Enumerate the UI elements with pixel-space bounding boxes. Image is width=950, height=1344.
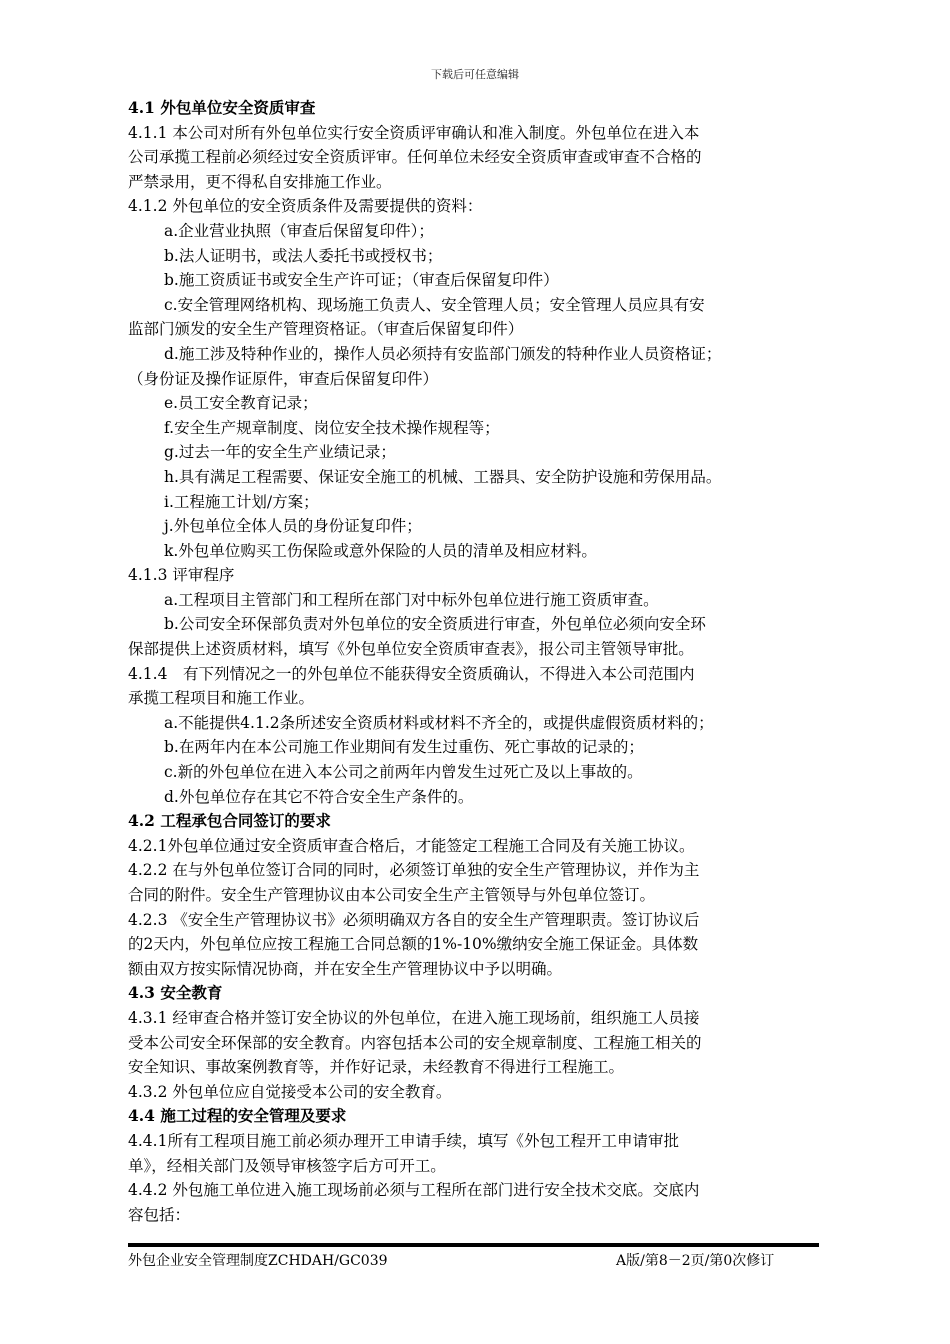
text-line: c.安全管理网络机构、现场施工负责人、安全管理人员；安全管理人员应具有安: [164, 295, 705, 314]
text-line: 承揽工程项目和施工作业。: [128, 689, 315, 708]
text-line: 严禁录用，更不得私自安排施工作业。: [128, 172, 392, 191]
text-line: 单》，经相关部门及领导审核签字后方可开工。: [128, 1156, 446, 1175]
text-line: 的2天内，外包单位应按工程施工合同总额的1%-10%缴纳安全施工保证金。具体数: [128, 935, 699, 954]
text-line: 合同的附件。安全生产管理协议由本公司安全生产主管领导与外包单位签订。: [128, 886, 656, 904]
text-line: 4.4.2 外包施工单位进入施工现场前必须与工程所在部门进行安全技术交底。交底内: [128, 1181, 700, 1200]
text-line: a.不能提供4.1.2条所述安全资质材料或材料不齐全的，或提供虚假资质材料的；: [164, 713, 714, 732]
section-heading: 4.3 安全教育: [128, 983, 223, 1003]
text-line: 安全知识、事故案例教育等，并作好记录，未经教育不得进行工程施工。: [128, 1058, 625, 1077]
text-line: b.施工资质证书或安全生产许可证；（审查后保留复印件）: [164, 271, 559, 290]
text-line: 受本公司安全环保部的安全教育。内容包括本公司的安全规章制度、工程施工相关的: [128, 1033, 702, 1052]
text-line: 4.1.3 评审程序: [128, 566, 235, 585]
text-line: h.具有满足工程需要、保证安全施工的机械、工器具、安全防护设施和劳保用品。: [164, 467, 722, 486]
text-line: a.工程项目主管部门和工程所在部门对中标外包单位进行施工资质审查。: [164, 590, 659, 609]
document-body: [128, 96, 828, 1227]
text-line: 4.2.3 《安全生产管理协议书》必须明确双方各自的安全生产管理职责。签订协议后: [128, 910, 700, 929]
section-heading: 4.1 外包单位安全资质审查: [128, 98, 316, 117]
text-line: d.外包单位存在其它不符合安全生产条件的。: [164, 787, 474, 806]
footer-divider: [128, 1243, 819, 1247]
text-line: k.外包单位购买工伤保险或意外保险的人员的清单及相应材料。: [164, 541, 597, 560]
text-line: b.法人证明书，或法人委托书或授权书；: [164, 246, 443, 265]
text-line: e.员工安全教育记录；: [164, 394, 318, 413]
text-line: b.公司安全环保部负责对外包单位的安全资质进行审查，外包单位必须向安全环: [164, 615, 706, 634]
text-line: d.施工涉及特种作业的，操作人员必须持有安监部门颁发的特种作业人员资格证；: [164, 344, 722, 363]
header-watermark: 下载后可任意编辑: [431, 68, 519, 81]
text-line: 公司承揽工程前必须经过安全资质评审。任何单位未经安全资质审查或审查不合格的: [128, 148, 702, 167]
text-line: 4.2.1外包单位通过安全资质审查合格后，才能签定工程施工合同及有关施工协议。: [128, 836, 695, 855]
text-line: 4.1.2 外包单位的安全资质条件及需要提供的资料：: [128, 197, 483, 216]
text-line: b.在两年内在本公司施工作业期间有发生过重伤、死亡事故的记录的；: [164, 738, 644, 757]
text-line: 4.1.4 有下列情况之一的外包单位不能获得安全资质确认，不得进入本公司范围内: [128, 664, 695, 683]
text-line: i.工程施工计划/方案；: [164, 492, 319, 511]
text-line: （身份证及操作证原件，审查后保留复印件）: [128, 369, 439, 388]
section-heading: 4.2 工程承包合同签订的要求: [128, 811, 331, 831]
footer-page-info: A版/第8－2页/第0次修订: [616, 1253, 775, 1269]
text-line: j.外包单位全体人员的身份证复印件；: [164, 517, 422, 536]
text-line: 4.3.2 外包单位应自觉接受本公司的安全教育。: [128, 1082, 452, 1101]
section-heading: 4.4 施工过程的安全管理及要求: [128, 1106, 347, 1126]
text-line: f.安全生产规章制度、岗位安全技术操作规程等；: [164, 418, 500, 437]
text-line: 4.4.1所有工程项目施工前必须办理开工申请手续，填写《外包工程开工申请审批: [128, 1131, 679, 1150]
text-line: 容包括：: [128, 1205, 191, 1224]
text-line: 4.3.1 经审查合格并签订安全协议的外包单位，在进入施工现场前，组织施工人员接: [128, 1008, 700, 1027]
text-line: 保部提供上述资质材料，填写《外包单位安全资质审查表》，报公司主管领导审批。: [128, 640, 694, 659]
footer-document-title: 外包企业安全管理制度ZCHDAH/GC039: [128, 1253, 388, 1269]
text-line: 监部门颁发的安全生产管理资格证。（审查后保留复印件）: [128, 320, 524, 339]
text-line: 4.1.1 本公司对所有外包单位实行安全资质评审确认和准入制度。外包单位在进入本: [128, 123, 700, 142]
text-line: 4.2.2 在与外包单位签订合同的同时，必须签订单独的安全生产管理协议，并作为主: [128, 861, 700, 880]
text-line: g.过去一年的安全生产业绩记录；: [164, 443, 396, 462]
text-line: a.企业营业执照（审查后保留复印件）；: [164, 221, 434, 240]
text-line: 额由双方按实际情况协商，并在安全生产管理协议中予以明确。: [128, 959, 563, 978]
text-line: c.新的外包单位在进入本公司之前两年内曾发生过死亡及以上事故的。: [164, 763, 643, 782]
